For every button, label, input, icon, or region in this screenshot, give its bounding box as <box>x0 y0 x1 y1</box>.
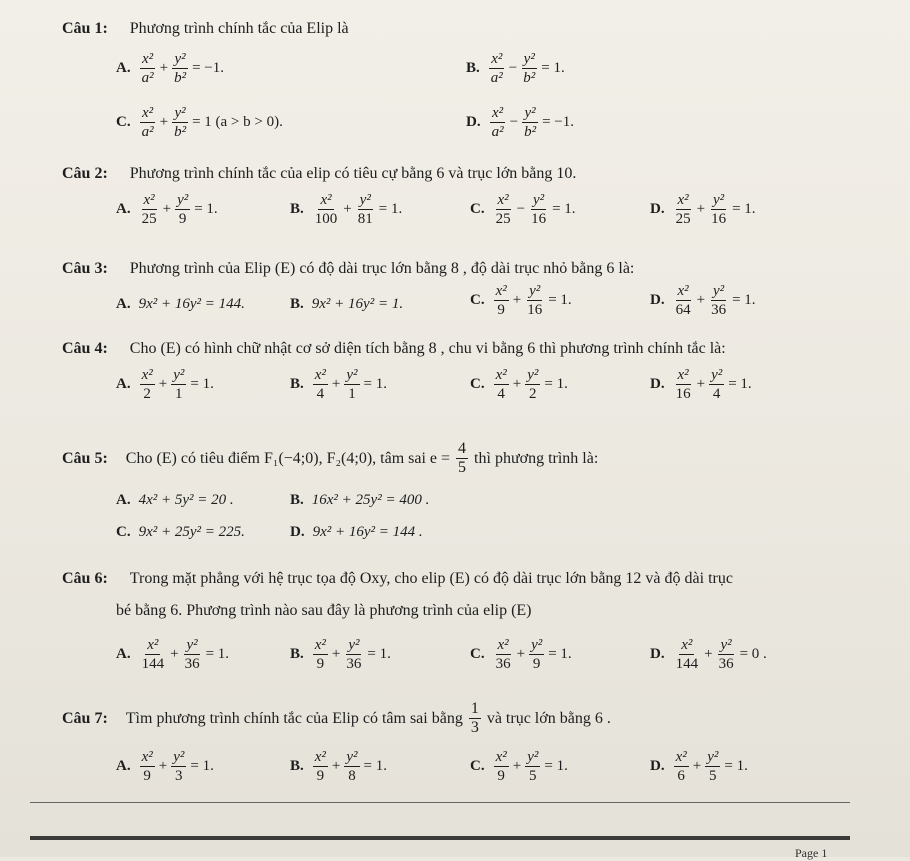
question-text: Trong mặt phẳng với hệ trục tọa độ Oxy, cho elip (E) có độ dài trục lớn bằng 12 và độ dài trục <box>129 570 733 587</box>
question-text: Phương trình chính tắc của Elip là <box>129 20 349 37</box>
eccentricity-fraction: $\frac{4}{5}$ <box>458 440 467 476</box>
q4-option-c: C. $\frac{\text{x²}}{4}$ + $\frac{\text{y²}}{2}$ = 1. <box>470 367 568 402</box>
question-6 <box>62 570 733 588</box>
question-4 <box>62 340 726 358</box>
footer-divider-thin <box>30 802 850 803</box>
page-number-fragment: Page 1 <box>795 846 828 860</box>
question-7 <box>62 700 611 737</box>
q6-option-d: D. $\frac{\text{x²}}{144}$ + $\frac{\text{y²}}{36}$ = 0 . <box>650 637 767 672</box>
q4-option-b: B. $\frac{\text{x²}}{4}$ + $\frac{\text{y²}}{1}$ = 1. <box>290 367 388 402</box>
q2-option-b: B. $\frac{\text{x²}}{100}$ + $\frac{\text{y²}}{81}$ = 1. <box>290 192 403 227</box>
question-6-continued: bé bằng 6. Phương trình nào sau đây là phương trình của elip (E) <box>116 602 532 619</box>
q6-option-c: C. $\frac{\text{x²}}{36}$ + $\frac{\text{y²}}{9}$ = 1. <box>470 637 572 672</box>
q2-option-a: A. $\frac{\text{x²}}{25}$ + $\frac{\text{y²}}{9}$ = 1. <box>116 192 218 227</box>
q7-option-c: C. $\frac{\text{x²}}{9}$ + $\frac{\text{y²}}{5}$ = 1. <box>470 749 568 784</box>
question-label: Câu 4: <box>62 340 108 357</box>
q2-option-d: D. $\frac{\text{x²}}{25}$ + $\frac{\text{y²}}{16}$ = 1. <box>650 192 756 227</box>
question-label: Câu 2: <box>62 165 108 182</box>
q5-option-a: A. 4x² + 5y² = 20 . <box>116 492 234 508</box>
question-1 <box>62 20 349 38</box>
q3-option-c: C. $\frac{\text{x²}}{9}$ + $\frac{\text{y²}}{16}$ = 1. <box>470 283 572 318</box>
footer-divider <box>30 836 850 840</box>
q7-option-a: A. $\frac{\text{x²}}{9}$ + $\frac{\text{y²}}{3}$ = 1. <box>116 749 214 784</box>
question-text-tail: thì phương trình là: <box>474 449 599 467</box>
question-label: Câu 6: <box>62 570 108 587</box>
q5-option-c: C. 9x² + 25y² = 225. <box>116 524 245 540</box>
question-text: Phương trình của Elip (E) có độ dài trục lớn bằng 8 , độ dài trục nhỏ bằng 6 là: <box>129 260 635 277</box>
q1-option-c: C. $\frac{\text{x²}}{\text{a²}}$ + $\frac{\text{y²}}{\text{b²}}$ = 1 (a > b > 0). <box>116 105 283 140</box>
question-2 <box>62 165 576 183</box>
q6-option-a: A. $\frac{\text{x²}}{144}$ + $\frac{\text{y²}}{36}$ = 1. <box>116 637 230 672</box>
q2-option-c: C. $\frac{\text{x²}}{25}$ − $\frac{\text{y²}}{16}$ = 1. <box>470 192 576 227</box>
q4-option-d: D. $\frac{\text{x²}}{16}$ + $\frac{\text{y²}}{4}$ = 1. <box>650 367 752 402</box>
question-text: Cho (E) có tiêu điểm F₁(−4;0), F₂(4;0), tâm sai e = <box>125 449 451 467</box>
question-label: Câu 7: <box>62 709 108 727</box>
question-text-tail: và trục lớn bằng 6 . <box>486 709 611 727</box>
q1-option-a: A. $\frac{\text{x²}}{\text{a²}}$ + $\frac{\text{y²}}{\text{b²}}$ = −1. <box>116 51 224 86</box>
q3-option-d: D. $\frac{\text{x²}}{64}$ + $\frac{\text{y²}}{36}$ = 1. <box>650 283 756 318</box>
question-text: Tìm phương trình chính tắc của Elip có tâm sai bằng <box>125 709 463 727</box>
q5-option-d: D. 9x² + 16y² = 144 . <box>290 524 423 540</box>
question-text: Phương trình chính tắc của elip có tiêu cự bằng 6 và trục lớn bằng 10. <box>129 165 577 182</box>
question-3 <box>62 260 634 278</box>
question-label: Câu 5: <box>62 449 108 467</box>
q1-option-d: D. $\frac{\text{x²}}{\text{a²}}$ − $\frac{\text{y²}}{\text{b²}}$ = −1. <box>466 105 574 140</box>
question-label: Câu 1: <box>62 20 108 37</box>
eccentricity-fraction: $\frac{1}{3}$ <box>470 700 479 736</box>
q3-option-b: B. 9x² + 16y² = 1. <box>290 296 404 312</box>
question-text: Cho (E) có hình chữ nhật cơ sở diện tích bằng 8 , chu vi bằng 6 thì phương trình chính tắc là: <box>129 340 726 357</box>
q1-option-b: B. $\frac{\text{x²}}{\text{a²}}$ − $\frac{\text{y²}}{\text{b²}}$ = 1. <box>466 51 565 86</box>
q7-option-d: D. $\frac{\text{x²}}{6}$ + $\frac{\text{y²}}{5}$ = 1. <box>650 749 748 784</box>
q7-option-b: B. $\frac{\text{x²}}{9}$ + $\frac{\text{y²}}{8}$ = 1. <box>290 749 388 784</box>
q5-option-b: B. 16x² + 25y² = 400 . <box>290 492 430 508</box>
question-label: Câu 3: <box>62 260 108 277</box>
q4-option-a: A. $\frac{\text{x²}}{2}$ + $\frac{\text{y²}}{1}$ = 1. <box>116 367 214 402</box>
q3-option-a: A. 9x² + 16y² = 144. <box>116 296 245 312</box>
q6-option-b: B. $\frac{\text{x²}}{9}$ + $\frac{\text{y²}}{36}$ = 1. <box>290 637 391 672</box>
question-5 <box>62 440 598 477</box>
